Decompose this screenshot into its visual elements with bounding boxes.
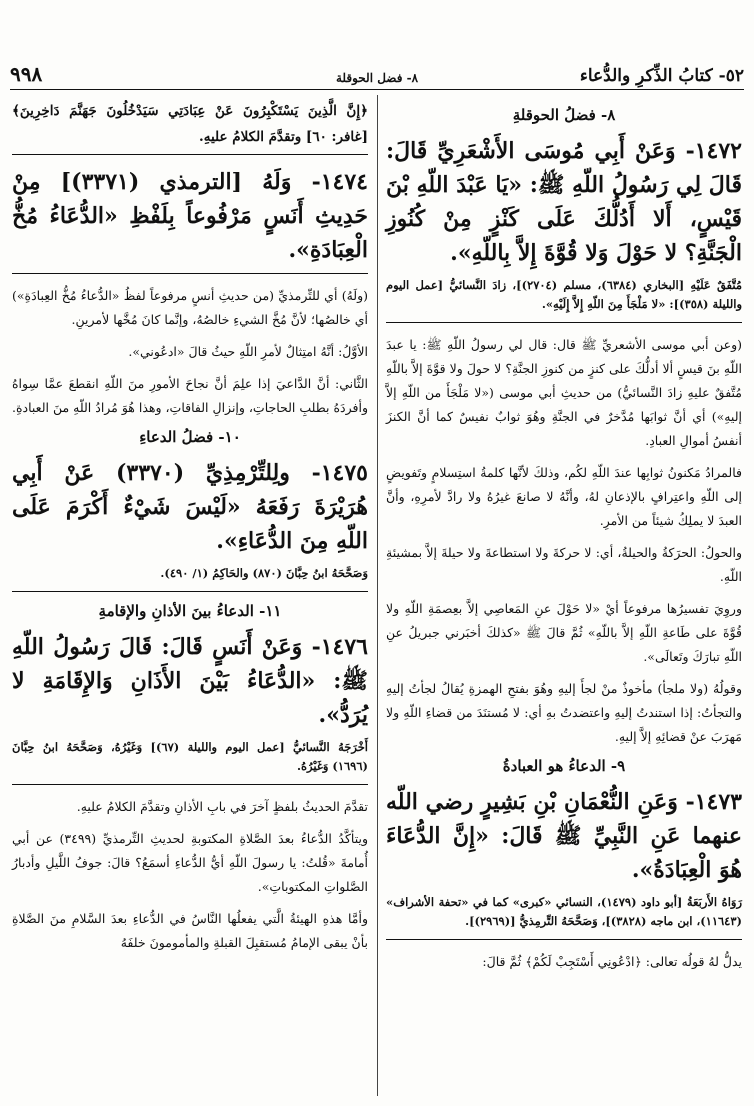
page-number: ٩٩٨ bbox=[10, 62, 43, 86]
commentary-paragraph: ويتأكَّدُ الدُّعاءُ بعدَ الصَّلاةِ المكتوبةِ لحديثِ التِّرمذيِّ (٣٤٩٩) عن أبي أُمامةَ «قُلتُ: يا رسولَ اللّهِ أيُّ الدُّعاءِ أسمَعُ؟ قالَ: جوفُ اللَّيلِ وأدبارُ الصَّلواتِ المكتوباتِ». bbox=[12, 831, 368, 894]
commentary-paragraph: (وعن أبي موسى الأشعريِّ ﷺ قال: قال لي رسولُ اللّهِ ﷺ: يا عبدَ اللّهِ بنَ قيسٍ ألا أدلُّكَ على كنزٍ من كنوزِ الجنَّةِ؟ لا حولَ ولا قوَّةَ إلاَّ باللّهِ مُتَّفقٌ عليهِ زادَ النَّسائيُّ) من حديثِ أبي موسى («لا مَلْجَأَ من اللّهِ إلاَّ إليهِ») أي أنَّ ثوابَها مُدَّخرٌ في الجنَّةِ وهُوَ ثوابٌ نفيسٌ كما أنَّ الكنزَ أنفسُ أموالِ العبادِ. bbox=[386, 337, 742, 448]
hadith-source: مُتَّفَقٌ عَلَيْهِ [البخاري (٦٣٨٤)، مسلم (٢٧٠٤)]، زادَ النَّسائيُّ [عمل اليوم والليلة (٣٥٨)]: «لا مَلْجَأَ مِنَ اللّهِ إِلاَّ إِلَيْهِ». bbox=[386, 278, 743, 311]
section-heading: ١٠- فضلُ الدعاءِ bbox=[139, 428, 241, 446]
page-header bbox=[10, 56, 744, 90]
divider bbox=[12, 591, 368, 592]
commentary-paragraph: وروِيَ تفسيرُها مرفوعاً أيْ «لا حَوْلَ عنِ المَعاصِي إلاَّ بعِصمَةِ اللّهِ ولا قُوَّةَ على طَاعةِ اللّهِ إلاَّ باللّهِ» ثُمَّ قالَ ﷺ «كذلكَ أخبَرني جبريلُ عنِ اللّهِ تبارَكَ وتَعالَى». bbox=[386, 601, 742, 664]
divider bbox=[12, 784, 368, 785]
hadith-text: ١٤٧٦- وَعَنْ أَنَسٍ قَالَ: قَالَ رَسُولُ اللّهِ ﷺ: «الدُّعَاءُ بَيْنَ الأَذَانِ وَالإِقَامَةِ لا يُرَدُّ». bbox=[12, 634, 368, 728]
commentary-paragraph: فالمرادُ مَكنونُ ثوابِها عندَ اللّهِ لكُم، وذلكَ لأنَّها كلمةُ استِسلامٍ وتَفويضٍ إلى اللّهِ واعتِرافٍ بالإذعانِ لهُ، وأنَّهُ لا صانعَ غيرُهُ ولا رادَّ لأمرِهِ، وأنَّ العبدَ لا يملِكُ شيئاً من الأمرِ. bbox=[386, 465, 742, 528]
divider bbox=[386, 939, 742, 940]
commentary-paragraph: (ولَهُ) أي للتِّرمذيِّ (من حديثِ أنسٍ مرفوعاً لفظُ «الدُّعاءُ مُخُّ العِبادَةِ») أي خالصُها؛ لأنَّ مُخَّ الشيءِ خالصُهُ، وإنَّما كانَ مُخَّها لأمرينِ. bbox=[12, 288, 368, 327]
commentary-paragraph: يدلُّ لهُ قولُه تعالى: ﴿ادْعُونِي أَسْتَجِبْ لَكُمْ﴾ ثُمَّ قالَ: bbox=[482, 954, 742, 969]
right-column bbox=[386, 98, 742, 982]
commentary-paragraph: تقدَّمَ الحديثُ بلفظٍ آخرَ في بابِ الأذانِ وتقدَّمَ الكلامُ عليهِ. bbox=[76, 799, 368, 814]
section-heading: ١١- الدعاءُ بينَ الأذانِ والإقامةِ bbox=[98, 602, 282, 620]
commentary-paragraph: وأمَّا هذهِ الهيئةُ الَّتي يفعلُها النَّاسُ في الدُّعاءِ بعدَ السَّلامِ منَ الصَّلاةِ بأنْ يبقى الإمامُ مُستقبِلَ القبلةِ والمأمومونَ خلفَهُ bbox=[12, 911, 368, 950]
divider bbox=[12, 273, 368, 274]
chapter-title: ٥٢- كتابُ الذِّكرِ والدُّعاء bbox=[579, 66, 744, 86]
commentary-paragraph: وقولُهُ (ولا ملجأ) مأخوذٌ منْ لجأَ إليهِ وهُوَ بفتحِ الهمزةِ يُقالُ لجأتُ إليهِ والتجأتُ: إذا استندتُ إليهِ واعتضدتُ بهِ أي: لا مُستنَدَ من قضاءِ اللّهِ ولا مَهرَبَ عنْ قضائِهِ إلاَّ إليهِ. bbox=[386, 681, 742, 744]
section-heading: ٩- الدعاءُ هو العبادةُ bbox=[502, 757, 626, 775]
hadith-text: ١٤٧٤- وَلَهُ [الترمذي (٣٣٧١)] مِنْ حَدِيثِ أَنَسٍ مَرْفُوعاً بِلَفْظِ «الدُّعَاءُ مُخُّ الْعِبَادَةِ». bbox=[12, 169, 368, 263]
running-section-title: ٨- فضل الحوقلة bbox=[335, 71, 419, 85]
commentary-paragraph: والحولُ: الحرَكةُ والحيلةُ، أي: لا حركةَ ولا استطاعةَ ولا حيلةَ إلاَّ بمشيئةِ اللّهِ. bbox=[386, 545, 742, 584]
commentary-paragraph: الأوَّلُ: أنَّهُ امتِثالٌ لأمرِ اللّهِ حيثُ قالَ «ادعُوني». bbox=[128, 344, 368, 359]
commentary-paragraph: الثَّاني: أنَّ الدَّاعيَ إذا علِمَ أنَّ نجاحَ الأمورِ منَ اللّهِ انقطعَ عمَّا سِواهُ وأفردَهُ بطلبِ الحاجاتِ، وإنزالِ الفاقاتِ، وهذا هُوَ مُرادُ اللّهِ منَ العبادةِ. bbox=[12, 376, 368, 415]
hadith-text: ١٤٧٢- وَعَنْ أَبِي مُوسَى الأَشْعَرِيِّ قَالَ: قَالَ لِي رَسُولُ اللّهِ ﷺ: «يَا عَبْدَ اللّهِ بْنَ قَيْسٍ، أَلا أَدُلُّكَ عَلَى كَنْزٍ مِنْ كُنُوزِ الْجَنَّةِ؟ لا حَوْلَ وَلا قُوَّةَ إِلاَّ بِاللّهِ». bbox=[386, 138, 742, 266]
hadith-source: أَخْرَجَهُ النَّسائيُّ [عمل اليوم والليلة (٦٧)] وَغَيْرُهُ، وَصَحَّحَهُ ابنُ حِبَّانَ (١٦٩٦) وَغَيْرُهُ. bbox=[12, 740, 369, 773]
divider bbox=[12, 154, 368, 155]
hadith-source: رَوَاهُ الأَربَعَةُ [أبو داود (١٤٧٩)، النسائي «كبرى» كما في «تحفة الأشراف» (١١٦٤٣)، ابن ماجه (٣٨٢٨)]، وَصَحَّحَهُ التِّرمِذيُّ [(٢٩٦٩)]. bbox=[386, 895, 742, 928]
quran-verse: ﴿إِنَّ الَّذِينَ يَسْتَكْبِرُونَ عَنْ عِبَادَتِي سَيَدْخُلُونَ جَهَنَّمَ دَاخِرِينَ﴾ [غافر: ٦٠] وتقدَّمَ الكلامُ عليهِ. bbox=[12, 103, 368, 145]
divider bbox=[386, 322, 742, 323]
left-column bbox=[12, 98, 368, 963]
hadith-text: ١٤٧٣- وَعَنِ النُّعْمَانِ بْنِ بَشِيرٍ رضي اللّه عنهما عَنِ النَّبِيِّ ﷺ قَالَ: «إِنَّ الدُّعَاءَ هُوَ الْعِبَادَةُ». bbox=[386, 789, 742, 883]
column-divider bbox=[377, 95, 378, 1096]
hadith-source: وَصَحَّحَهُ ابنُ حِبَّانَ (٨٧٠) والحَاكِمُ (١/ ٤٩٠). bbox=[160, 566, 368, 580]
section-heading: ٨- فضلُ الحوقلةِ bbox=[512, 106, 616, 124]
hadith-text: ١٤٧٥- ولِلتِّرْمِذِيِّ (٣٣٧٠) عَنْ أَبِي هُرَيْرَةَ رَفَعَهُ «لَيْسَ شَيْءٌ أَكْرَمَ عَلَى اللّهِ مِنَ الدُّعَاءِ». bbox=[12, 460, 368, 554]
